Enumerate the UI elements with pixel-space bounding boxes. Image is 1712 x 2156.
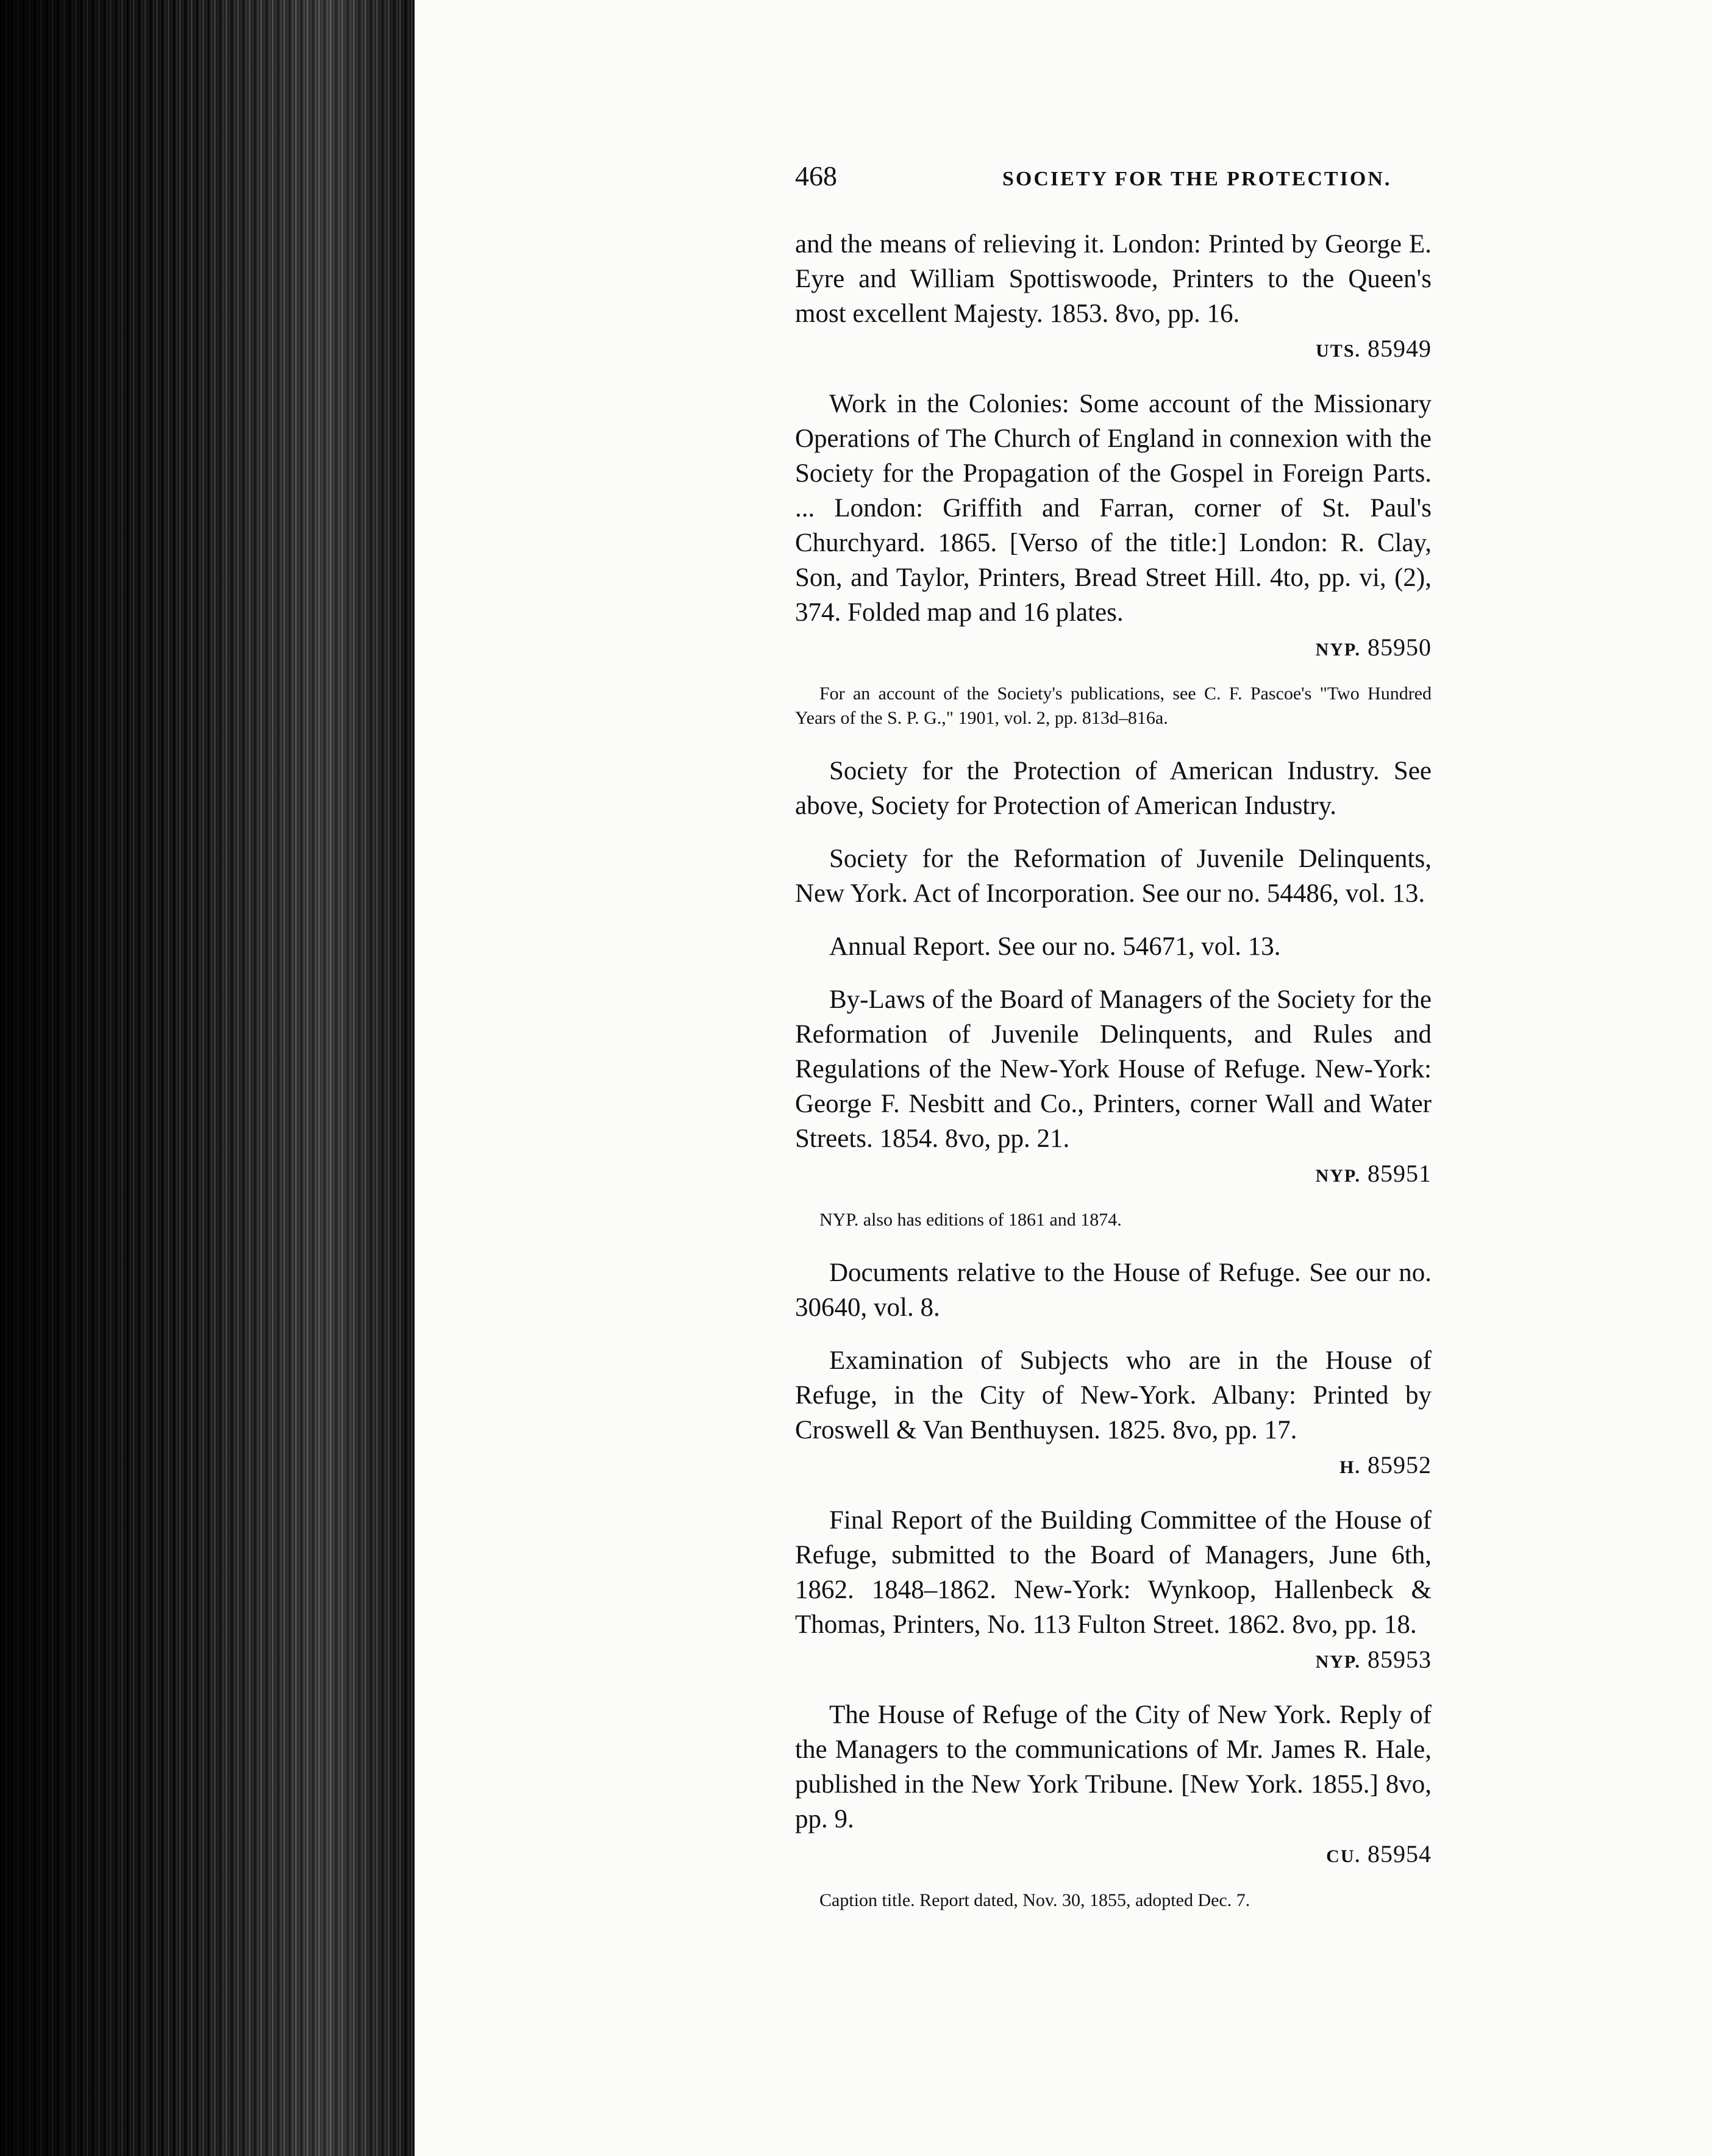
entry-note: For an account of the Society's publications, see C. F. Pascoe's "Two Hundred Years of the S. P. G.," 1901, vol. 2, pp. 813d–816a.: [795, 684, 1432, 728]
entry-reformation: [795, 841, 1432, 911]
entry-text: Work in the Colonies: Some account of the Missionary Operations of The Church of England in connexion with the Society for the Propagation of the Gospel in Foreign Parts. ... London: Griffith and Farran, corner of St. Paul's Churchyard. 1865. [Verso of the title:] London: R. Clay, Son, and Taylor, Printers, Bread Street Hill. 4to, pp. vi, (2), 374. Folded map and 16 plates.: [795, 390, 1432, 627]
library-code: NYP.: [1315, 1652, 1361, 1672]
entry-annual-report: [795, 929, 1432, 964]
entry-text: Society for the Protection of American Industry. See above, Society for Protection of American Industry.: [795, 757, 1432, 820]
entry-reference: [795, 331, 1432, 368]
entry-text: Examination of Subjects who are in the House of Refuge, in the City of New-York. Albany: Printed by Croswell & Van Benthuysen. 1825. 8vo, pp. 17.: [795, 1346, 1432, 1444]
entry-house-of-refuge: [795, 1697, 1432, 1874]
entry-text: Society for the Reformation of Juvenile Delinquents, New York. Act of Incorporation. See our no. 54486, vol. 13.: [795, 844, 1432, 908]
entry-documents: [795, 1255, 1432, 1325]
entry-text: By-Laws of the Board of Managers of the Society for the Reformation of Juvenile Delinquents, and Rules and Regulations of the New-York House of Refuge. New-York: George F. Nesbitt and Co., Printers, corner Wall and Water Streets. 1854. 8vo, pp. 21.: [795, 985, 1432, 1153]
entry-reference: [795, 1837, 1432, 1874]
entry-reference: [795, 1156, 1432, 1193]
entry-number: 85953: [1368, 1646, 1432, 1673]
library-code: NYP.: [1315, 1166, 1361, 1186]
entry-continuation: [795, 227, 1432, 368]
entry-number: 85952: [1368, 1451, 1432, 1479]
entry-reference: [795, 1642, 1432, 1679]
entry-by-laws: [795, 982, 1432, 1193]
entry-work-in-colonies: [795, 387, 1432, 667]
entry-text: and the means of relieving it. London: Printed by George E. Eyre and William Spottiswoode, Printers to the Queen's most excellent Majesty. 1853. 8vo, pp. 16.: [795, 230, 1432, 328]
library-code: CU.: [1326, 1846, 1361, 1866]
entry-text: The House of Refuge of the City of New York. Reply of the Managers to the communications of Mr. James R. Hale, published in the New York Tribune. [New York. 1855.] 8vo, pp. 9.: [795, 1701, 1432, 1833]
running-head: SOCIETY FOR THE PROTECTION.: [1002, 168, 1392, 190]
entry-final-report: [795, 1503, 1432, 1679]
library-code: NYP.: [1315, 640, 1361, 660]
entry-text: Final Report of the Building Committee of the House of Refuge, submitted to the Board of Managers, June 6th, 1862. 1848–1862. New-York: Wynkoop, Hallenbeck & Thomas, Printers, No. 113 Fulton Street. 1862. 8vo, pp. 18.: [795, 1506, 1432, 1639]
entry-number: 85949: [1368, 335, 1432, 362]
book-page-edge: [0, 0, 415, 2156]
entry-number: 85954: [1368, 1840, 1432, 1868]
entry-reference: [795, 630, 1432, 667]
library-code: H.: [1339, 1457, 1361, 1477]
entry-reference: [795, 1447, 1432, 1485]
book-page: [415, 0, 1712, 2156]
page-content: [795, 159, 1432, 1936]
entry-note: NYP. also has editions of 1861 and 1874.: [819, 1210, 1122, 1230]
entry-note: Caption title. Report dated, Nov. 30, 1855, adopted Dec. 7.: [819, 1890, 1250, 1910]
entry-text: Annual Report. See our no. 54671, vol. 13.: [829, 932, 1281, 961]
entry-text: Documents relative to the House of Refuge. See our no. 30640, vol. 8.: [795, 1258, 1432, 1322]
library-code: UTS.: [1316, 341, 1361, 361]
page-number: 468: [795, 160, 837, 191]
entry-number: 85950: [1368, 634, 1432, 661]
entry-number: 85951: [1368, 1160, 1432, 1187]
page-header: [795, 159, 1432, 196]
entry-examination: [795, 1343, 1432, 1485]
entry-american-industry: [795, 754, 1432, 823]
